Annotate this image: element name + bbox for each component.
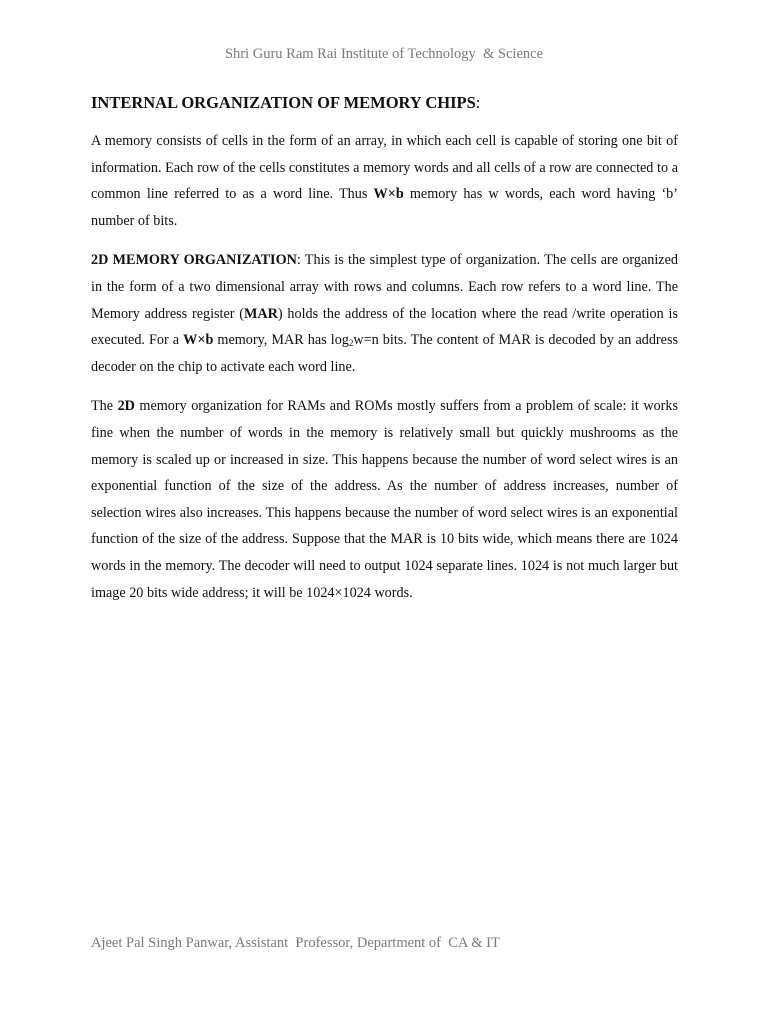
p1-wxb: W×b — [373, 186, 404, 203]
heading-title: INTERNAL ORGANIZATION OF MEMORY CHIPS — [91, 93, 476, 112]
page-footer: Ajeet Pal Singh Panwar, Assistant Professor, Department of CA & IT — [91, 935, 500, 951]
p2-text-d: w=n bits. The content of MAR is decoded by an address decoder on the chip to activate each word line. — [91, 332, 678, 375]
p3-text-b: memory organization for RAMs and ROMs mostly suffers from a problem of scale: it works fine when the number of words in the memory is relatively small but quickly mushrooms as the memory is scaled up or increased in size. This happens because the number of word select wires is an exponential function of the size of the address. As the number of address increases, number of selection wires also increases. This happens because the number of word select wires is an exponential function of the size of the address. Suppose that the MAR is 10 bits wide, which means there are 1024 words in the memory. The decoder will need to output 1024 separate lines. 1024 is not much larger but image 20 bits wide address; it will be 1024×1024 words. — [91, 398, 678, 601]
p2-wxb: W×b — [183, 332, 214, 349]
paragraph-memory-definition — [91, 128, 678, 234]
heading-colon: : — [475, 93, 481, 112]
p2-subscript: 2 — [348, 338, 354, 349]
p2-mar: MAR — [244, 305, 278, 322]
page-header: Shri Guru Ram Rai Institute of Technology & Science — [224, 46, 544, 62]
p2-text-c: memory, MAR has log — [213, 332, 349, 349]
paragraph-2d-organization — [91, 247, 678, 380]
paragraph-scale-problem — [91, 393, 678, 606]
p1-text-c: memory has w words, each word having ‘b’ number of bits. — [91, 186, 678, 229]
document-body — [91, 92, 678, 619]
p3-2d: 2D — [117, 398, 135, 415]
p3-text-a: The — [91, 398, 118, 415]
section-heading — [91, 92, 678, 114]
p2-term: 2D MEMORY ORGANIZATION — [91, 252, 297, 269]
p2-text-b: ) holds the address of the location where the read /write operation is executed. For a — [91, 305, 678, 349]
p2-text-a: : This is the simplest type of organization. The cells are organized in the form of a two dimensional array with rows and columns. Each row refers to a word line. The Memory address register ( — [91, 252, 678, 322]
p1-text-a: A memory consists of cells in the form of an array, in which each cell is capable of storing one bit of information. Each row of the cells constitutes a memory words and all cells of a row are connected to a common line referred to as a word line. Thus — [91, 133, 678, 203]
